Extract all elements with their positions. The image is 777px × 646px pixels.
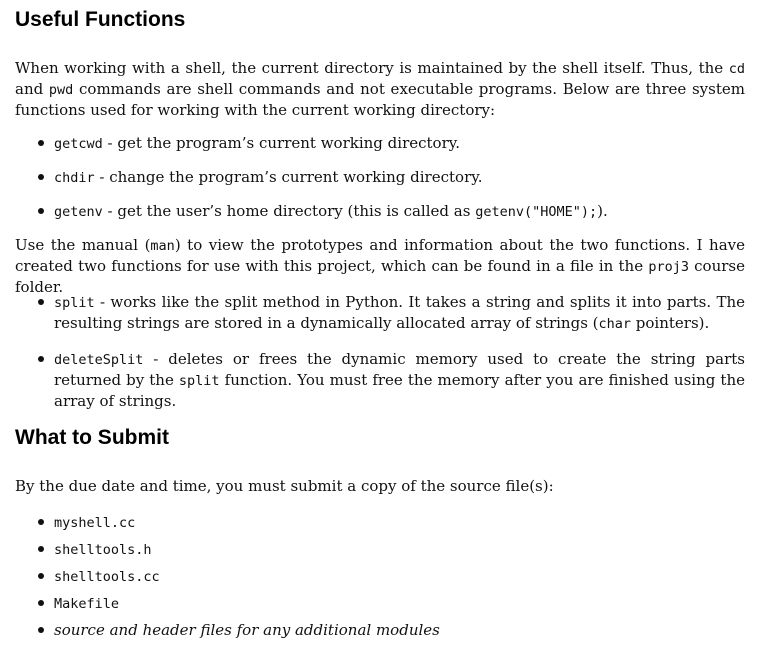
getenv-call-code: getenv("HOME"); <box>475 204 598 220</box>
man-code: man <box>150 238 175 254</box>
list-item-getcwd: getcwd - get the program’s current working directory. <box>37 133 745 154</box>
section-heading-useful-functions: Useful Functions <box>15 8 186 31</box>
section-heading-what-to-submit: What to Submit <box>15 426 169 449</box>
function-name: getenv <box>54 204 103 220</box>
submit-intro-paragraph: By the due date and time, you must submit a copy of the source file(s): <box>15 477 554 495</box>
cd-code: cd <box>728 61 745 77</box>
proj3-code: proj3 <box>648 259 689 275</box>
list-item-chdir: chdir - change the program’s current working directory. <box>37 167 745 188</box>
system-functions-list <box>37 133 745 235</box>
manual-paragraph: Use the manual (man) to view the prototypes and information about the two functions. I have created two functions for use with this project, which can be found in a file in the proj3 course folder. <box>15 236 745 296</box>
file-item: shelltools.h <box>37 539 745 560</box>
split-code: split <box>178 373 220 389</box>
file-item: myshell.cc <box>37 512 745 533</box>
pwd-code: pwd <box>48 82 74 98</box>
list-item-getenv: getenv - get the user’s home directory (this is called as getenv("HOME");). <box>37 201 745 222</box>
file-item-additional-modules: source and header files for any additional modules <box>37 620 745 640</box>
function-name: chdir <box>54 170 95 186</box>
function-name: split <box>54 295 95 311</box>
file-item: shelltools.cc <box>37 566 745 587</box>
submit-files-list <box>37 512 745 646</box>
file-item: Makefile <box>37 593 745 614</box>
char-code: char <box>598 316 632 332</box>
intro-paragraph: When working with a shell, the current directory is maintained by the shell itself. Thus, the cd and pwd commands are shell commands and not executable programs. Below are three system functions used for working with the current working directory: <box>15 59 745 119</box>
function-name: deleteSplit <box>54 352 144 368</box>
list-item-deletesplit: deleteSplit - deletes or frees the dynamic memory used to create the string parts returned by the split function. You must free the memory after you are finished using the array of strings. <box>37 349 745 411</box>
provided-functions-list <box>37 292 745 426</box>
list-item-split: split - works like the split method in Python. It takes a string and splits it into parts. The resulting strings are stored in a dynamically allocated array of strings (char pointers). <box>37 292 745 334</box>
function-name: getcwd <box>54 136 103 152</box>
